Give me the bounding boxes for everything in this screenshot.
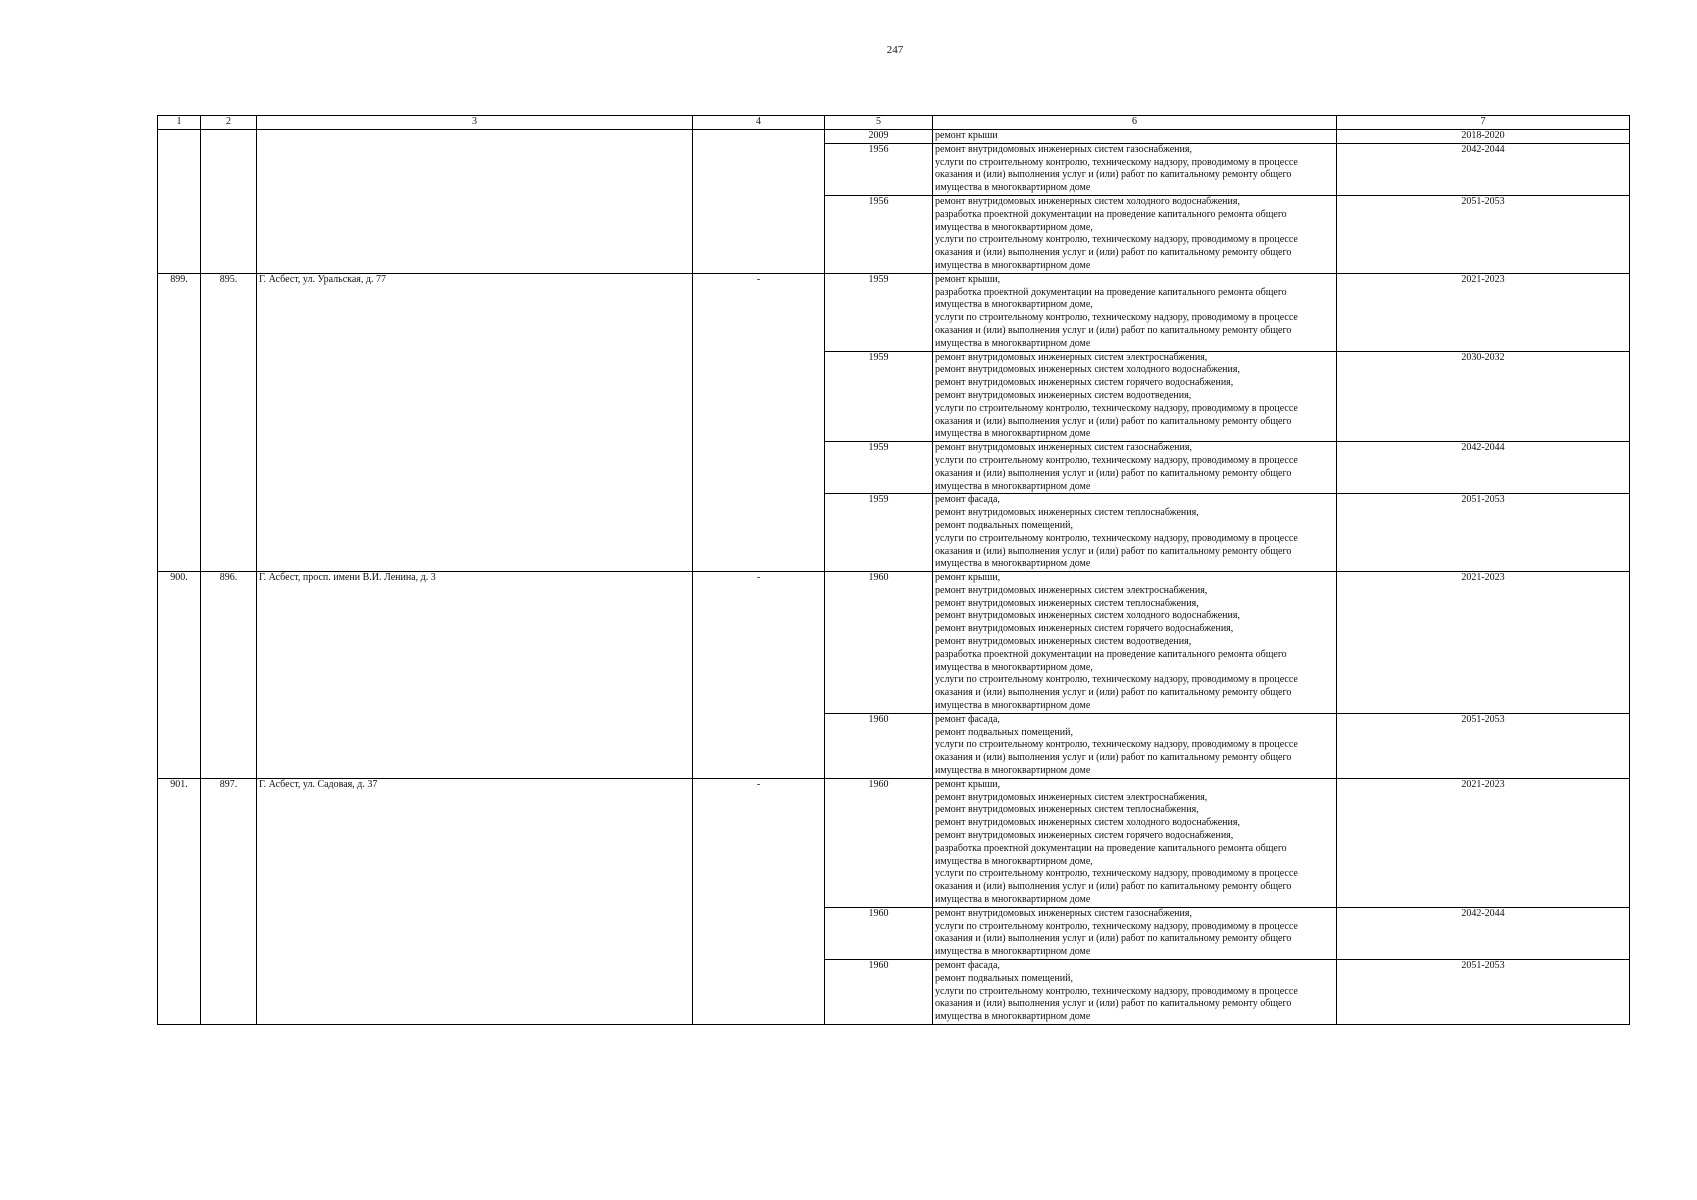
work-item: ремонт внутридомовых инженерных систем холодного водоснабжения,	[935, 610, 1240, 622]
column-4-cell: -	[693, 572, 825, 779]
work-item: ремонт внутридомовых инженерных систем теплоснабжения,	[935, 597, 1199, 609]
work-item: оказания и (или) выполнения услуг и (или) работ по капитальному ремонту общего	[935, 752, 1292, 764]
table-row	[158, 572, 1630, 714]
year-cell: 1956	[825, 195, 933, 273]
works-cell	[933, 273, 1337, 351]
work-item: оказания и (или) выполнения услуг и (или) работ по капитальному ремонту общего	[935, 933, 1292, 945]
table-row	[158, 778, 1630, 907]
column-header: 2	[201, 116, 257, 130]
period-cell: 2051-2053	[1337, 195, 1630, 273]
year-cell: 1960	[825, 572, 933, 714]
work-item: имущества в многоквартирном доме	[935, 337, 1091, 349]
work-item: ремонт фасада,	[935, 494, 1000, 506]
works-cell	[933, 130, 1337, 144]
work-item: ремонт фасада,	[935, 960, 1000, 971]
work-item: ремонт внутридомовых инженерных систем газоснабжения,	[935, 143, 1192, 155]
work-item: имущества в многоквартирном доме,	[935, 299, 1093, 311]
work-item: имущества в многоквартирном доме	[935, 259, 1091, 271]
works-cell	[933, 713, 1337, 778]
work-item: ремонт внутридомовых инженерных систем горячего водоснабжения,	[935, 377, 1234, 389]
row-number-cell: 901.	[158, 778, 201, 1024]
column-header: 4	[693, 116, 825, 130]
period-cell: 2042-2044	[1337, 907, 1630, 959]
work-item: ремонт внутридомовых инженерных систем горячего водоснабжения,	[935, 830, 1234, 842]
work-item: имущества в многоквартирном доме	[935, 700, 1091, 712]
work-item: имущества в многоквартирном доме	[935, 894, 1091, 906]
works-cell	[933, 778, 1337, 907]
work-item: услуги по строительному контролю, техническому надзору, проводимому в процессе	[935, 312, 1298, 324]
year-cell: 1959	[825, 351, 933, 442]
work-item: имущества в многоквартирном доме	[935, 765, 1091, 777]
year-cell: 1959	[825, 273, 933, 351]
work-item: имущества в многоквартирном доме	[935, 1011, 1091, 1023]
work-item: ремонт внутридомовых инженерных систем холодного водоснабжения,	[935, 364, 1240, 376]
work-item: разработка проектной документации на проведение капитального ремонта общего	[935, 842, 1287, 854]
column-4-cell: -	[693, 273, 825, 571]
work-item: ремонт внутридомовых инженерных систем водоотведения,	[935, 636, 1192, 648]
period-cell: 2021-2023	[1337, 273, 1630, 351]
work-item: ремонт внутридомовых инженерных систем холодного водоснабжения,	[935, 195, 1240, 207]
page-number: 247	[886, 44, 904, 56]
work-item: ремонт крыши	[935, 130, 998, 141]
period-cell: 2021-2023	[1337, 572, 1630, 714]
work-item: ремонт внутридомовых инженерных систем электроснабжения,	[935, 791, 1208, 803]
work-item: ремонт подвальных помещений,	[935, 972, 1073, 984]
house-number-cell	[201, 130, 257, 274]
work-item: услуги по строительному контролю, техническому надзору, проводимому в процессе	[935, 674, 1298, 686]
work-item: ремонт внутридомовых инженерных систем горячего водоснабжения,	[935, 623, 1234, 635]
work-item: ремонт крыши,	[935, 778, 1001, 790]
house-number-cell: 895.	[201, 273, 257, 571]
work-item: ремонт крыши,	[935, 273, 1001, 285]
work-item: имущества в многоквартирном доме	[935, 428, 1091, 440]
period-cell: 2042-2044	[1337, 143, 1630, 195]
work-item: разработка проектной документации на проведение капитального ремонта общего	[935, 648, 1287, 660]
column-4-cell: -	[693, 778, 825, 1024]
work-item: ремонт подвальных помещений,	[935, 519, 1073, 531]
column-header: 6	[933, 116, 1337, 130]
table-row	[158, 130, 1630, 144]
year-cell: 1960	[825, 778, 933, 907]
column-number-row	[158, 116, 1630, 130]
column-header: 3	[257, 116, 693, 130]
row-number-cell	[158, 130, 201, 274]
work-item: имущества в многоквартирном доме	[935, 946, 1091, 958]
work-item: ремонт фасада,	[935, 713, 1000, 725]
period-cell: 2042-2044	[1337, 442, 1630, 494]
work-item: оказания и (или) выполнения услуг и (или) работ по капитальному ремонту общего	[935, 998, 1292, 1010]
work-item: оказания и (или) выполнения услуг и (или) работ по капитальному ремонту общего	[935, 247, 1292, 259]
column-header: 7	[1337, 116, 1630, 130]
work-item: ремонт крыши,	[935, 572, 1001, 584]
house-number-cell: 897.	[201, 778, 257, 1024]
work-item: имущества в многоквартирном доме	[935, 558, 1091, 570]
year-cell: 1960	[825, 960, 933, 1025]
work-item: имущества в многоквартирном доме	[935, 480, 1091, 492]
work-item: разработка проектной документации на проведение капитального ремонта общего	[935, 208, 1287, 220]
house-number-cell: 896.	[201, 572, 257, 779]
column-4-cell	[693, 130, 825, 274]
work-item: имущества в многоквартирном доме	[935, 182, 1091, 194]
works-cell	[933, 572, 1337, 714]
table-row	[158, 273, 1630, 351]
year-cell: 1959	[825, 442, 933, 494]
works-cell	[933, 195, 1337, 273]
work-item: имущества в многоквартирном доме,	[935, 855, 1093, 867]
work-item: оказания и (или) выполнения услуг и (или) работ по капитальному ремонту общего	[935, 687, 1292, 699]
works-cell	[933, 960, 1337, 1025]
work-item: оказания и (или) выполнения услуг и (или) работ по капитальному ремонту общего	[935, 545, 1292, 557]
work-item: имущества в многоквартирном доме,	[935, 221, 1093, 233]
period-cell: 2030-2032	[1337, 351, 1630, 442]
work-item: ремонт внутридомовых инженерных систем газоснабжения,	[935, 907, 1192, 919]
work-item: оказания и (или) выполнения услуг и (или) работ по капитальному ремонту общего	[935, 467, 1292, 479]
work-item: услуги по строительному контролю, техническому надзору, проводимому в процессе	[935, 532, 1298, 544]
work-item: имущества в многоквартирном доме,	[935, 661, 1093, 673]
year-cell: 2009	[825, 130, 933, 144]
row-number-cell: 899.	[158, 273, 201, 571]
work-item: ремонт внутридомовых инженерных систем электроснабжения,	[935, 584, 1208, 596]
work-item: услуги по строительному контролю, техническому надзору, проводимому в процессе	[935, 985, 1298, 997]
period-cell: 2051-2053	[1337, 960, 1630, 1025]
year-cell: 1960	[825, 713, 933, 778]
works-cell	[933, 143, 1337, 195]
works-cell	[933, 351, 1337, 442]
year-cell: 1960	[825, 907, 933, 959]
work-item: ремонт внутридомовых инженерных систем теплоснабжения,	[935, 507, 1199, 519]
work-item: оказания и (или) выполнения услуг и (или) работ по капитальному ремонту общего	[935, 169, 1292, 181]
work-item: услуги по строительному контролю, техническому надзору, проводимому в процессе	[935, 156, 1298, 168]
period-cell: 2018-2020	[1337, 130, 1630, 144]
works-cell	[933, 907, 1337, 959]
row-number-cell: 900.	[158, 572, 201, 779]
work-item: разработка проектной документации на проведение капитального ремонта общего	[935, 286, 1287, 298]
period-cell: 2051-2053	[1337, 713, 1630, 778]
address-cell	[257, 130, 693, 274]
year-cell: 1956	[825, 143, 933, 195]
work-item: услуги по строительному контролю, техническому надзору, проводимому в процессе	[935, 454, 1298, 466]
work-item: ремонт внутридомовых инженерных систем электроснабжения,	[935, 351, 1208, 363]
capital-repair-table	[157, 115, 1630, 1025]
work-item: услуги по строительному контролю, техническому надзору, проводимому в процессе	[935, 920, 1298, 932]
work-item: ремонт внутридомовых инженерных систем теплоснабжения,	[935, 804, 1199, 816]
work-item: услуги по строительному контролю, техническому надзору, проводимому в процессе	[935, 868, 1298, 880]
period-cell: 2021-2023	[1337, 778, 1630, 907]
address-cell: Г. Асбест, просп. имени В.И. Ленина, д. 3	[257, 572, 693, 779]
work-item: услуги по строительному контролю, техническому надзору, проводимому в процессе	[935, 234, 1298, 246]
work-item: услуги по строительному контролю, техническому надзору, проводимому в процессе	[935, 402, 1298, 414]
table-body	[158, 130, 1630, 1025]
works-cell	[933, 494, 1337, 572]
work-item: оказания и (или) выполнения услуг и (или) работ по капитальному ремонту общего	[935, 415, 1292, 427]
work-item: оказания и (или) выполнения услуг и (или) работ по капитальному ремонту общего	[935, 324, 1292, 336]
work-item: ремонт внутридомовых инженерных систем холодного водоснабжения,	[935, 817, 1240, 829]
work-item: ремонт внутридомовых инженерных систем водоотведения,	[935, 389, 1192, 401]
works-cell	[933, 442, 1337, 494]
address-cell: Г. Асбест, ул. Уральская, д. 77	[257, 273, 693, 571]
work-item: ремонт внутридомовых инженерных систем газоснабжения,	[935, 442, 1192, 454]
column-header: 5	[825, 116, 933, 130]
work-item: оказания и (или) выполнения услуг и (или) работ по капитальному ремонту общего	[935, 881, 1292, 893]
column-header: 1	[158, 116, 201, 130]
year-cell: 1959	[825, 494, 933, 572]
period-cell: 2051-2053	[1337, 494, 1630, 572]
work-item: услуги по строительному контролю, техническому надзору, проводимому в процессе	[935, 739, 1298, 751]
work-item: ремонт подвальных помещений,	[935, 726, 1073, 738]
address-cell: Г. Асбест, ул. Садовая, д. 37	[257, 778, 693, 1024]
